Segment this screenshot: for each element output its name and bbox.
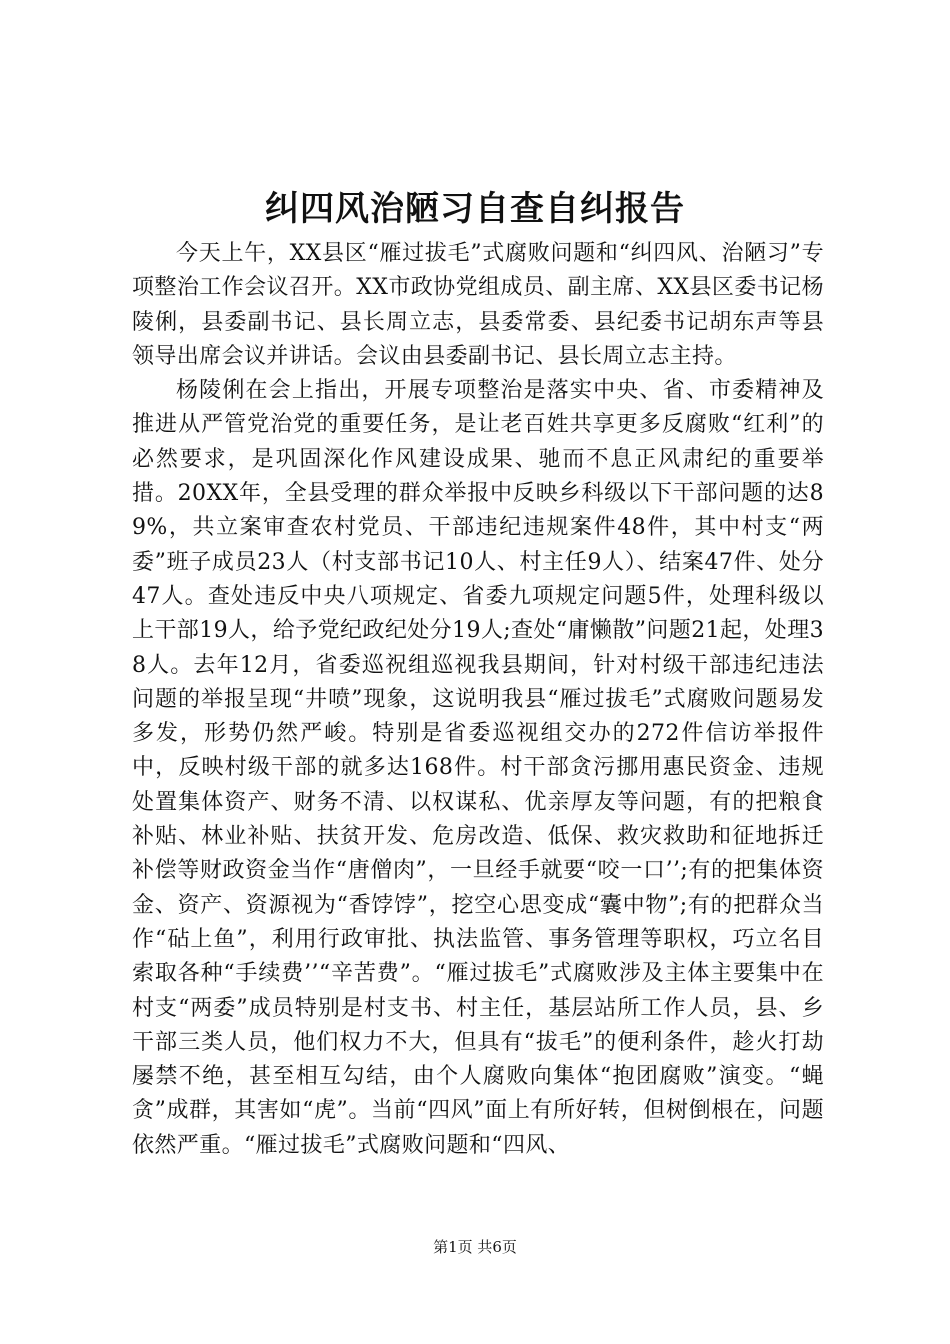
paragraph-meeting-intro: 今天上午，XX县区“雁过拔毛”式腐败问题和“纠四风、治陋习”专项整治工作会议召开。XX市政协党组成员、副主席、XX县区委书记杨陵俐，县委副书记、县长周立志，县委常委、县纪委书记胡东声等县领导出席会议并讲话。会议由县委副书记、县长周立志主持。 xyxy=(132,241,824,369)
document-body xyxy=(132,237,824,1163)
paragraph-speech-content: 杨陵俐在会上指出，开展专项整治是落实中央、省、市委精神及推进从严管党治党的重要任务，是让老百姓共享更多反腐败“红利”的必然要求，是巩固深化作风建设成果、驰而不息正风肃纪的重要举措。20XX年，全县受理的群众举报中反映乡科级以下干部问题的达89%，共立案审查农村党员、干部违纪违规案件48件，其中村支“两委”班子成员23人（村支部书记10人、村主任9人）、结案47件、处分47人。查处违反中央八项规定、省委九项规定问题5件，处理科级以上干部19人，给予党纪政纪处分19人;查处“庸懒散”问题21起，处理38人。去年12月，省委巡祝组巡视我县期间，针对村级干部违纪违法问题的举报呈现“井喷”现象，这说明我县“雁过拔毛”式腐败问题易发多发，形势仍然严峻。特别是省委巡视组交办的272件信访举报件中，反映村级干部的就多达168件。村干部贪污挪用惠民资金、违规处置集体资产、财务不清、以权谋私、优亲厚友等问题，有的把粮食补贴、林业补贴、扶贫开发、危房改造、低保、救灾救助和征地拆迁补偿等财政资金当作“唐僧肉”，一旦经手就要“咬一口’’;有的把集体资金、资产、资源视为“香饽饽”，挖空心思变成“囊中物”;有的把群众当作“砧上鱼”，利用行政审批、执法监管、事务管理等职权，巧立名目索取各种“手续费’’“辛苦费”。“雁过拔毛”式腐败涉及主体主要集中在村支“两委”成员特别是村支书、村主任，基层站所工作人员，县、乡干部三类人员，他们权力不大，但具有“拔毛”的便利条件，趁火打劫屡禁不绝，甚至相互勾结，由个人腐败向集体“抱团腐败”演变。“蝇贪”成群，其害如“虎”。当前“四风”面上有所好转，但树倒根在，问题依然严重。“雁过拔毛”式腐败问题和“四风、 xyxy=(132,378,824,1158)
document-title: 纠四风治陋习自查自纠报告 xyxy=(265,189,685,229)
page-number-footer: 第1页 共6页 xyxy=(433,1238,517,1256)
